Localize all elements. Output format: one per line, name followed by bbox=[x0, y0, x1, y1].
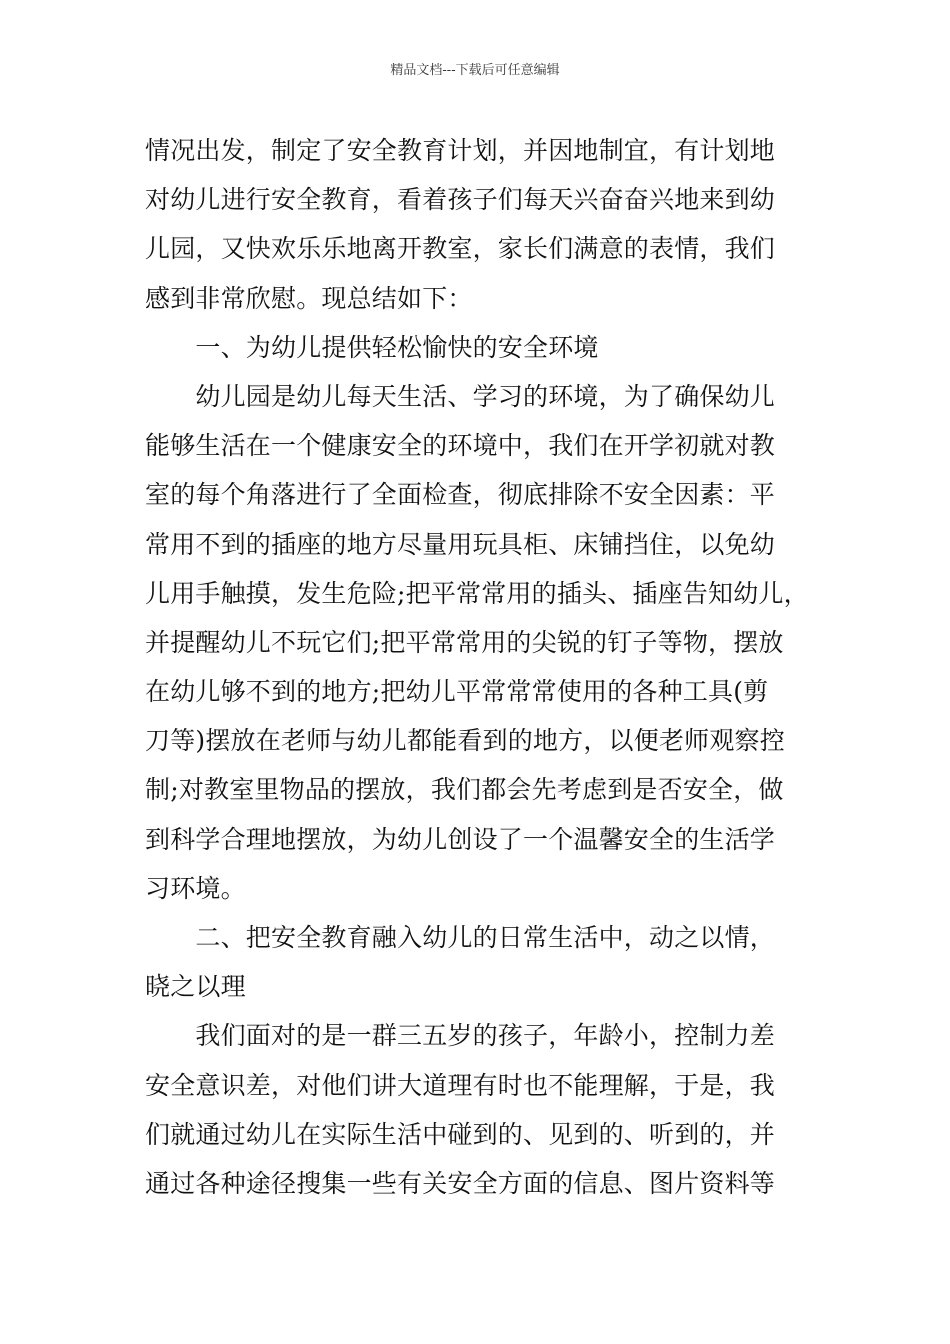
text-line: 刀等)摆放在老师与幼儿都能看到的地方，以便老师观察控 bbox=[145, 726, 785, 756]
document-body bbox=[145, 126, 810, 1208]
text-line: 儿园，又快欢乐乐地离开教室，家长们满意的表情，我们 bbox=[145, 234, 776, 264]
text-line: 安全意识差，对他们讲大道理有时也不能理解，于是，我 bbox=[145, 1070, 776, 1100]
text-line: 感到非常欣慰。现总结如下： bbox=[145, 283, 473, 313]
text-line: 在幼儿够不到的地方;把幼儿平常常常使用的各种工具(剪 bbox=[145, 677, 769, 707]
text-line: 对幼儿进行安全教育，看着孩子们每天兴奋奋兴地来到幼 bbox=[145, 185, 776, 215]
text-line: 情况出发，制定了安全教育计划，并因地制宜，有计划地 bbox=[145, 136, 776, 165]
text-line: 我们面对的是一群三五岁的孩子，年龄小，控制力差 bbox=[145, 1021, 776, 1051]
text-line: 制;对教室里物品的摆放，我们都会先考虑到是否安全，做 bbox=[145, 775, 784, 805]
text-line: 习环境。 bbox=[145, 873, 246, 903]
section-heading-1: 一、为幼儿提供轻松愉快的安全环境 bbox=[145, 332, 599, 362]
text-line: 并提醒幼儿不玩它们;把平常常用的尖锐的钉子等物，摆放 bbox=[145, 627, 784, 657]
section-heading-2: 二、把安全教育融入幼儿的日常生活中，动之以情， bbox=[145, 923, 776, 952]
text-line: 通过各种途径搜集一些有关安全方面的信息、图片资料等 bbox=[145, 1168, 776, 1198]
text-line: 到科学合理地摆放，为幼儿创设了一个温馨安全的生活学 bbox=[145, 824, 776, 854]
text-line: 能够生活在一个健康安全的环境中，我们在开学初就对教 bbox=[145, 431, 776, 461]
text-line: 们就通过幼儿在实际生活中碰到的、见到的、听到的，并 bbox=[145, 1119, 776, 1149]
section-heading-2-continued: 晓之以理 bbox=[145, 972, 246, 1002]
text-line: 室的每个角落进行了全面检查，彻底排除不安全因素：平 bbox=[145, 480, 776, 510]
text-line: 儿用手触摸，发生危险;把平常常用的插头、插座告知幼儿， bbox=[145, 578, 809, 608]
text-line: 幼儿园是幼儿每天生活、学习的环境，为了确保幼儿 bbox=[145, 381, 776, 411]
text-line: 常用不到的插座的地方尽量用玩具柜、床铺挡住，以免幼 bbox=[145, 529, 776, 559]
page-header: 精品文档---下载后可任意编辑 bbox=[390, 63, 560, 78]
